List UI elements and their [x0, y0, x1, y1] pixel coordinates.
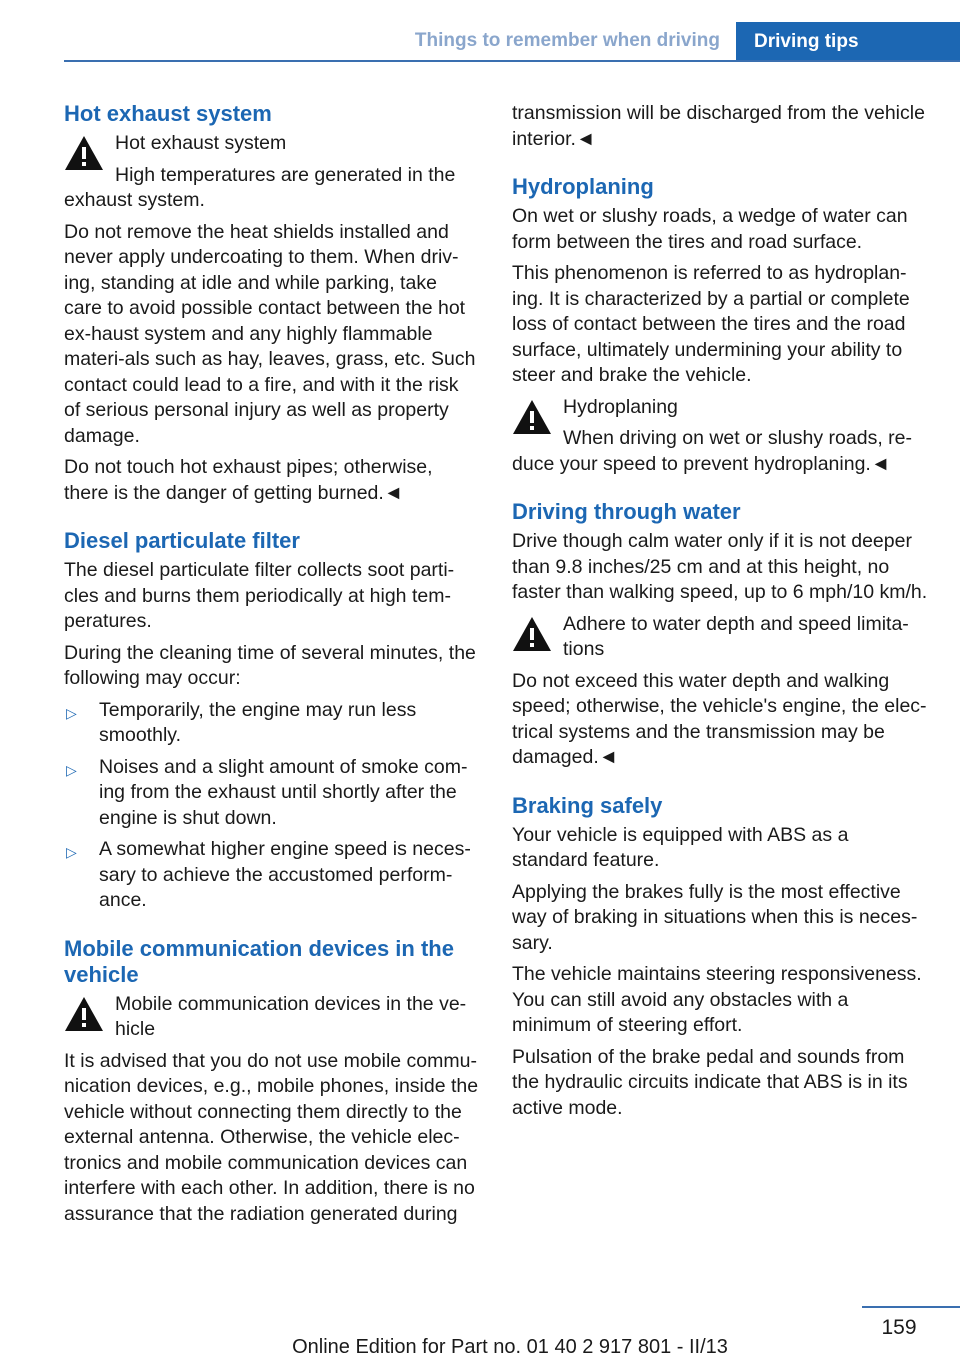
page-header	[0, 0, 960, 62]
left-column	[64, 101, 480, 1233]
paragraph: The vehicle maintains steering responsiveness. You can still avoid any obstacles with a minimum of steering effort.	[512, 963, 922, 1036]
paragraph: Do not exceed this water depth and walking speed; otherwise, the vehicle's engine, the elec‐trical systems and the transmission may be damaged.◄	[512, 669, 927, 768]
paragraph: This phenomenon is referred to as hydroplan‐ing. It is characterized by a partial or complete loss of contact between the tires and the road surface, ultimately undermining your ability to steer and brake the vehicle.	[512, 262, 910, 386]
triangle-bullet-icon: ▷	[66, 761, 77, 778]
list-item: ▷ Noises and a slight amount of smoke com‐ing from the exhaust until shortly after the engine is shut down.	[66, 755, 468, 829]
paragraph: transmission will be discharged from the vehicle interior.◄	[512, 102, 925, 150]
warning-icon	[64, 135, 104, 171]
warning-text: High temperatures are generated in the exhaust system.	[64, 163, 456, 211]
header-rule	[64, 60, 960, 62]
footer-rule	[862, 1306, 960, 1308]
paragraph: Do not remove the heat shields installed and never apply undercoating to them. When driv‐ing, standing at idle and while parking, take care to avoid possible contact between the hot ex‐haust system and any highly flammable materi‐als such as hay, leaves, grass, etc. Such contact could lead to a fire, and with it the risk of serious personal injury as well as property damage.	[64, 220, 476, 447]
warning-title: Mobile communication devices in the ve‐hicle	[115, 992, 467, 1040]
warning-hydroplaning	[512, 395, 928, 478]
warning-title: Hot exhaust system	[115, 132, 287, 154]
triangle-bullet-icon: ▷	[66, 844, 77, 860]
heading-hot-exhaust: Hot exhaust system	[64, 101, 272, 126]
paragraph: During the cleaning time of several minutes, the following may occur:	[64, 641, 476, 689]
heading-mobile-devices: Mobile communication devices in the vehicle	[64, 935, 454, 987]
warning-hot-exhaust	[64, 131, 480, 214]
paragraph: Pulsation of the brake pedal and sounds from the hydraulic circuits indicate that ABS is in its active mode.	[512, 1045, 908, 1119]
paragraph: Applying the brakes fully is the most effective way of braking in situations when this is neces‐sary.	[512, 880, 918, 954]
bullet-list	[64, 698, 480, 914]
warning-icon	[512, 399, 552, 435]
paragraph: Drive though calm water only if it is not deeper than 9.8 inches/25 cm and at this height, no faster than walking speed, up to 6 mph/10 km/h.	[512, 530, 928, 603]
warning-title: Hydroplaning	[563, 395, 678, 418]
chapter-tab[interactable]: Driving tips	[736, 22, 960, 62]
edition-line: Online Edition for Part no. 01 40 2 917 801 - II/13	[292, 1336, 728, 1358]
warning-icon	[512, 616, 552, 652]
paragraph: Your vehicle is equipped with ABS as a standard feature.	[512, 823, 849, 871]
heading-diesel-filter: Diesel particulate filter	[64, 528, 300, 553]
list-item: ▷ A somewhat higher engine speed is neces‐sary to achieve the accustomed perform‐ance.	[66, 838, 471, 911]
right-column	[512, 101, 928, 1127]
warning-water-depth	[512, 612, 928, 663]
page-number: 159	[881, 1316, 917, 1339]
warning-text: When driving on wet or slushy roads, re‐duce your speed to prevent hydroplaning.◄	[512, 427, 912, 475]
triangle-bullet-icon: ▷	[66, 704, 77, 721]
warning-mobile-devices	[64, 992, 480, 1043]
heading-hydroplaning: Hydroplaning	[512, 174, 654, 199]
section-title: Things to remember when driving	[414, 30, 720, 51]
list-item: ▷ Temporarily, the engine may run less smoothly.	[66, 698, 417, 746]
paragraph: It is advised that you do not use mobile commu‐nication devices, e.g., mobile phones, inside the vehicle without connecting them directly to the external antenna. Otherwise, the vehicle elec‐tronics and mobile communication devices can interfere with each other. In addition, there is no assurance that the radiation generated during	[64, 1049, 479, 1225]
paragraph: Do not touch hot exhaust pipes; otherwise, there is the danger of getting burned.◄	[64, 456, 433, 504]
warning-icon	[64, 996, 104, 1032]
warning-title: Adhere to water depth and speed limita‐tions	[563, 612, 909, 660]
paragraph: The diesel particulate filter collects soot parti‐cles and burns them periodically at high tem‐peratures.	[64, 559, 455, 632]
heading-braking-safely: Braking safely	[512, 792, 663, 818]
paragraph: On wet or slushy roads, a wedge of water can form between the tires and road surface.	[512, 205, 908, 253]
heading-driving-through-water: Driving through water	[512, 499, 741, 524]
